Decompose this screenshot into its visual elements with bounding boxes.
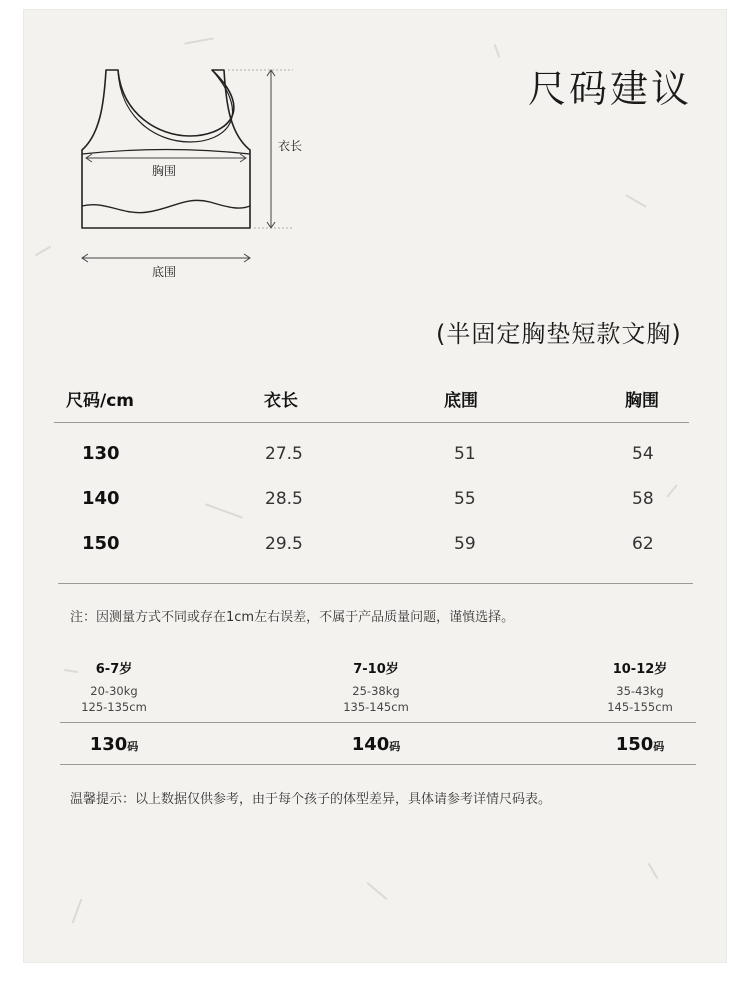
warm-tip: 温馨提示：以上数据仅供参考，由于每个孩子的体型差异，具体请参考详情尺码表。 — [70, 792, 552, 807]
height-range: 125-135cm — [81, 700, 147, 714]
recommended-size-value: 130 — [89, 734, 128, 755]
length-label: 衣长 — [278, 139, 303, 153]
column-header-bottom: 底围 — [444, 391, 478, 411]
height-range: 145-155cm — [607, 700, 673, 714]
table-cell-bottom: 55 — [454, 489, 476, 509]
recommended-size — [44, 734, 184, 755]
recommended-size-unit: 码 — [653, 740, 665, 753]
table-cell-length: 28.5 — [265, 489, 303, 509]
table-cell-bottom: 51 — [454, 444, 476, 464]
weight-range: 20-30kg — [90, 684, 138, 698]
measurement-note: 注：因测量方式不同或存在1cm左右误差，不属于产品质量问题，谨慎选择。 — [70, 610, 515, 625]
recommended-size-value: 140 — [351, 734, 390, 755]
table-bottom-divider — [58, 583, 693, 584]
header-divider — [54, 422, 689, 423]
bottom-label: 底围 — [152, 265, 177, 279]
table-cell-length: 27.5 — [265, 444, 303, 464]
recommended-size-unit: 码 — [389, 740, 401, 753]
table-cell-length: 29.5 — [265, 534, 303, 554]
paper-fleck — [625, 194, 647, 208]
recommended-size-value: 150 — [615, 734, 654, 755]
crop-top-illustration — [78, 64, 318, 284]
column-header-chest: 胸围 — [625, 391, 659, 411]
table-cell-chest: 54 — [632, 444, 654, 464]
paper-fleck — [666, 484, 678, 498]
column-header-size: 尺码/cm — [66, 391, 134, 411]
table-cell-chest: 58 — [632, 489, 654, 509]
table-cell-size: 130 — [82, 443, 120, 464]
table-cell-chest: 62 — [632, 534, 654, 554]
age-range: 10-12岁 — [612, 662, 668, 677]
table-cell-size: 140 — [82, 488, 120, 509]
paper-fleck — [366, 882, 387, 900]
paper-fleck — [72, 898, 83, 923]
weight-range: 35-43kg — [616, 684, 664, 698]
page-title: 尺码建议 — [528, 67, 693, 111]
recommended-size-unit: 码 — [127, 740, 139, 753]
guide-divider — [60, 722, 696, 723]
weight-range: 25-38kg — [352, 684, 400, 698]
age-range: 6-7岁 — [95, 662, 133, 677]
paper-fleck — [648, 863, 659, 880]
paper-fleck — [205, 503, 243, 519]
age-group-item — [570, 658, 710, 715]
age-range: 7-10岁 — [353, 662, 399, 677]
height-range: 135-145cm — [343, 700, 409, 714]
column-header-length: 衣长 — [264, 391, 298, 411]
guide-bottom-divider — [60, 764, 696, 765]
garment-diagram — [78, 64, 318, 284]
recommended-size — [570, 734, 710, 755]
paper-fleck — [35, 246, 52, 257]
paper-fleck — [494, 44, 501, 58]
age-group-item — [44, 658, 184, 715]
chest-label: 胸围 — [152, 164, 177, 178]
table-cell-size: 150 — [82, 533, 120, 554]
table-cell-bottom: 59 — [454, 534, 476, 554]
paper-fleck — [184, 37, 214, 44]
product-subtitle: (半固定胸垫短款文胸) — [436, 320, 682, 348]
age-group-item — [306, 658, 446, 715]
recommended-size — [306, 734, 446, 755]
